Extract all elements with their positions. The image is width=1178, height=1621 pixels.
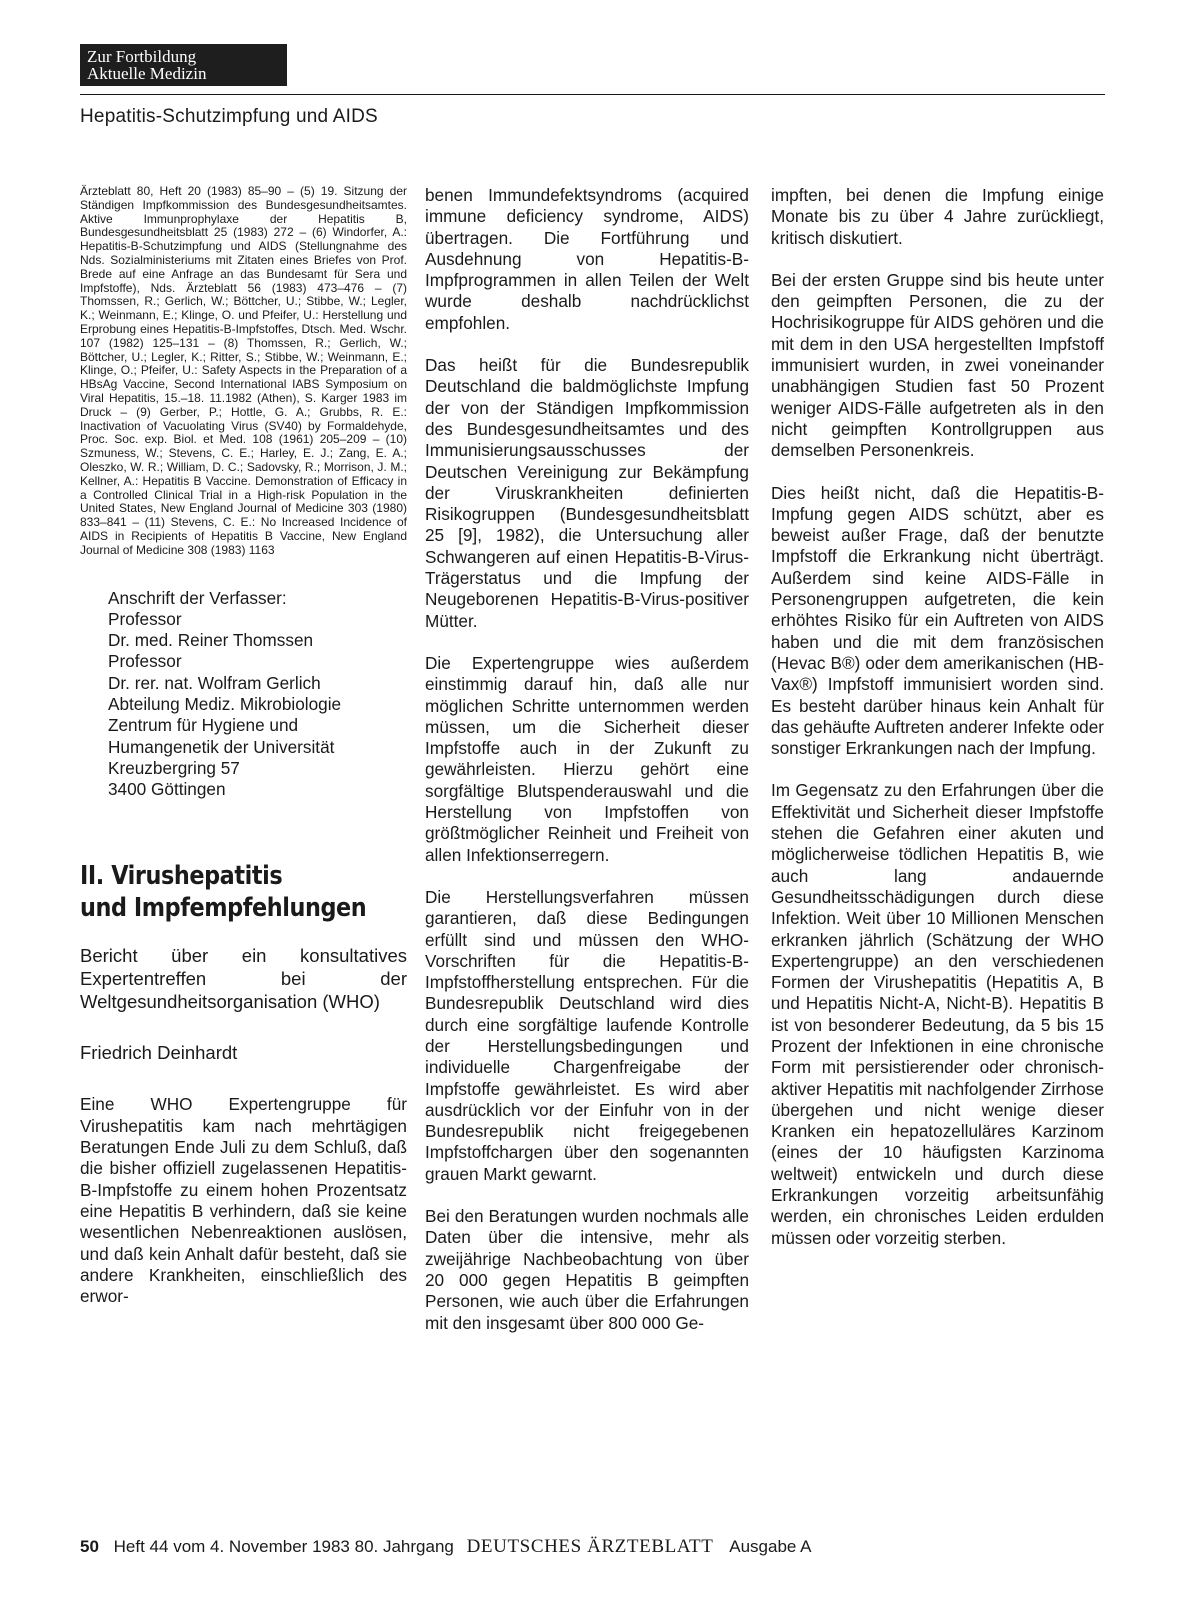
paragraph: Die Herstellungsverfahren müssen garantieren, daß diese Bedingungen erfüllt sind und müssen den WHO-Vorschriften für die Hepatitis-B-Impfstoffherstellung entsprechen. Für die Bundesrepublik Deutschland wird dies durch eine sorgfältige laufende Kontrolle der Herstellungsbedingungen und individuelle Chargenfreigabe der Impfstoffe gewährleistet. Es wird aber ausdrücklich vor der Einfuhr von in der Bundesrepublik nicht freigegebenen Impfstoffchargen über den sogenannten grauen Markt gewarnt.: [425, 886, 749, 1184]
address-heading: Anschrift der Verfasser:: [108, 587, 287, 608]
address-line: Dr. rer. nat. Wolfram Gerlich: [108, 672, 321, 693]
issue-info: Heft 44 vom 4. November 1983 80. Jahrgang: [113, 1537, 454, 1556]
address-line: Abteilung Mediz. Mikrobiologie: [108, 694, 342, 714]
author-address: [108, 588, 407, 801]
page-number: 50: [80, 1537, 99, 1556]
address-line: Zentrum für Hygiene und: [108, 715, 299, 736]
edition: Ausgabe A: [729, 1537, 812, 1556]
paragraph: Dies heißt nicht, daß die Hepatitis-B-Impfung gegen AIDS schützt, aber es beweist außer Frage, daß der benutzte Impfstoff die Erkrankung nicht überträgt. Außerdem sind keine AIDS-Fälle in Personengruppen aufgetreten, die kein erhöhtes Risiko für ein Auftreten von AIDS haben und die mit dem französischen (Hevac B®) oder dem amerikanischen (HB-Vax®) Impfstoff immunisiert worden sind. Es besteht darüber hinaus kein Anhalt für das gehäufte Auftreten anderer Infekte oder sonstiger Erkrankungen nach der Impfung.: [771, 482, 1104, 759]
paragraph: impften, bei denen die Impfung einige Monate bis zu über 4 Jahre zurückliegt, kritisch diskutiert.: [771, 185, 1104, 248]
address-line: Kreuzbergring 57: [108, 757, 240, 778]
column-1: [80, 185, 407, 1307]
column-3: [771, 185, 1104, 1249]
running-title: Hepatitis-Schutzimpfung und AIDS: [80, 106, 378, 127]
address-line: Professor: [108, 651, 182, 672]
address-line: 3400 Göttingen: [108, 779, 226, 800]
section-label-line1: Zur Fortbildung: [87, 47, 197, 66]
address-line: Humangenetik der Universität: [108, 736, 335, 757]
article-author: Friedrich Deinhardt: [80, 1042, 238, 1064]
references-tail: Ärzteblatt 80, Heft 20 (1983) 85–90 – (5) 19. Sitzung der Ständigen Impfkommission des Bundesgesundheitsamtes. Aktive Immunprophylaxe der Hepatitis B, Bundesgesundheitsblatt 25 (1983) 272 – (6) Windorfer, A.: Hepatitis-B-Schutzimpfung und AIDS (Stellungnahme des Nds. Sozialministeriums mit Zitaten eines Briefes von Prof. Brede auf eine Anfrage an das Bundesamt für Sera und Impfstoffe), Nds. Ärzteblatt 56 (1983) 473–476 – (7) Thomssen, R.; Gerlich, W.; Böttcher, U.; Stibbe, W.; Legler, K.; Weinmann, E.; Klinge, O. und Pfeifer, U.: Herstellung und Erprobung eines Hepatitis-B-Impfstoffes, Dtsch. Med. Wschr. 107 (1982) 125–131 – (8) Thomssen, R.; Gerlich, W.; Böttcher, U.; Legler, K.; Ritter, S.; Stibbe, W.; Weinmann, E.; Klinge, O.; Pfeifer, U.: Safety Aspects in the Preparation of a HBsAg Vaccine, Second International IABS Symposium on Viral Hepatitis, 15.–18. 11.1982 (Athen), S. Karger 1983 im Druck – (9) Gerber, P.; Hottle, G. A.; Grubbs, R. E.: Inactivation of Vacuolating Virus (SV40) by Formaldehyde, Proc. Soc. exp. Biol. et Med. 108 (1961) 205–209 – (10) Szmuness, W.; Stevens, C. E.; Harley, E. J.; Zang, E. A.; Oleszko, W. R.; William, D. C.; Sadovsky, R.; Morrison, J. M.; Kellner, A.: Hepatitis B Vaccine. Demonstration of Efficacy in a Controlled Clinical Trial in a High-risk Population in the United States, New England Journal of Medicine 303 (1980) 833–841 – (11) Stevens, C. E.: No Increased Incidence of AIDS in Recipients of Hepatitis B Vaccine, New England Journal of Medicine 308 (1983) 1163: [80, 184, 407, 557]
paragraph: Das heißt für die Bundesrepublik Deutschland die baldmöglichste Impfung der von der Ständigen Impfkommission des Bundesgesundheitsamtes und des Immunisierungsausschusses der Deutschen Vereinigung zur Bekämpfung der Viruskrankheiten definierten Risikogruppen (Bundesgesundheitsblatt 25 [9], 1982), die Untersuchung aller Schwangeren auf einen Hepatitis-B-Virus-Trägerstatus und die Impfung der Neugeborenen Hepatitis-B-Virus-positiver Mütter.: [425, 355, 749, 631]
column-2: [425, 185, 749, 1334]
section-label-line2: Aktuelle Medizin: [87, 64, 207, 83]
article-title-line2: und Impfempfehlungen: [80, 893, 367, 924]
page-footer: [80, 1536, 812, 1558]
address-line: Dr. med. Reiner Thomssen: [108, 630, 314, 651]
article-subtitle: Bericht über ein konsultatives Expertentreffen bei der Weltgesundheitsorganisation (WHO): [80, 945, 407, 1013]
header-rule: [80, 94, 1105, 95]
paragraph: Bei der ersten Gruppe sind bis heute unter den geimpften Personen, die zu der Hochrisikogruppe für AIDS gehören und die mit dem in den USA hergestellten Impfstoff immunisiert wurden, in zwei voneinander unabhängigen Studien fast 50 Prozent weniger AIDS-Fälle aufgetreten als in den nicht geimpften Kontrollgruppen aus demselben Personenkreis.: [771, 269, 1104, 461]
section-label: [80, 44, 287, 86]
article-title: [80, 860, 367, 924]
paragraph: benen Immundefektsyndroms (acquired immune deficiency syndrome, AIDS) übertragen. Die Fortführung und Ausdehnung von Hepatitis-B-Impfprogrammen in allen Teilen der Welt wurde deshalb nachdrücklichst empfohlen.: [425, 185, 749, 333]
paragraph: Bei den Beratungen wurden nochmals alle Daten über die intensive, mehr als zweijährige Nachbeobachtung von über 20 000 gegen Hepatitis B geimpften Personen, wie auch über die Erfahrungen mit den insgesamt über 800 000 Ge-: [425, 1206, 749, 1333]
article-title-line1: II. Virushepatitis: [80, 861, 283, 892]
paragraph: Im Gegensatz zu den Erfahrungen über die Effektivität und Sicherheit dieser Impfstoffe stehen die Gefahren einer akuten und möglicherweise tödlichen Hepatitis B, wie auch lang andauernde Gesundheitsschädigungen durch diese Infektion. Weit über 10 Millionen Menschen erkranken jährlich (Schätzung der WHO Expertengruppe) an den verschiedenen Formen der Virushepatitis (Hepatitis A, B und Hepatitis Nicht-A, Nicht-B). Hepatitis B ist von besonderer Bedeutung, da 5 bis 15 Prozent der Infektionen in eine chronische Form mit persistierender oder chronisch-aktiver Hepatitis mit nachfolgender Zirrhose übergehen und nicht wenige dieser Kranken ein hepatozelluläres Karzinom (eines der 10 häufigsten Karzinoma weltweit) entwickeln und durch diese Erkrankungen vorzeitig arbeitsunfähig werden, ein chronisches Leiden erdulden müssen oder vorzeitig sterben.: [771, 780, 1104, 1248]
paragraph: Eine WHO Expertengruppe für Virushepatitis kam nach mehrtägigen Beratungen Ende Juli zu dem Schluß, daß die bisher offiziell zugelassenen Hepatitis-B-Impfstoffe zu einem hohen Prozentsatz eine Hepatitis B verhindern, daß sie keine wesentlichen Nebenreaktionen auslösen, und daß kein Anhalt dafür besteht, daß sie andere Krankheiten, einschließlich des erwor-: [80, 1094, 407, 1307]
journal-name: DEUTSCHES ÄRZTEBLATT: [466, 1536, 714, 1557]
address-line: Professor: [108, 608, 182, 629]
paragraph: Die Expertengruppe wies außerdem einstimmig darauf hin, daß alle nur möglichen Schritte unternommen werden müssen, um die Sicherheit dieser Impfstoffe auch in der Zukunft zu gewährleisten. Hierzu gehört eine sorgfältige Blutspenderauswahl und die Herstellung von Impfstoffen von größtmöglicher Reinheit und Freiheit von allen Infektionserregern.: [425, 652, 749, 865]
